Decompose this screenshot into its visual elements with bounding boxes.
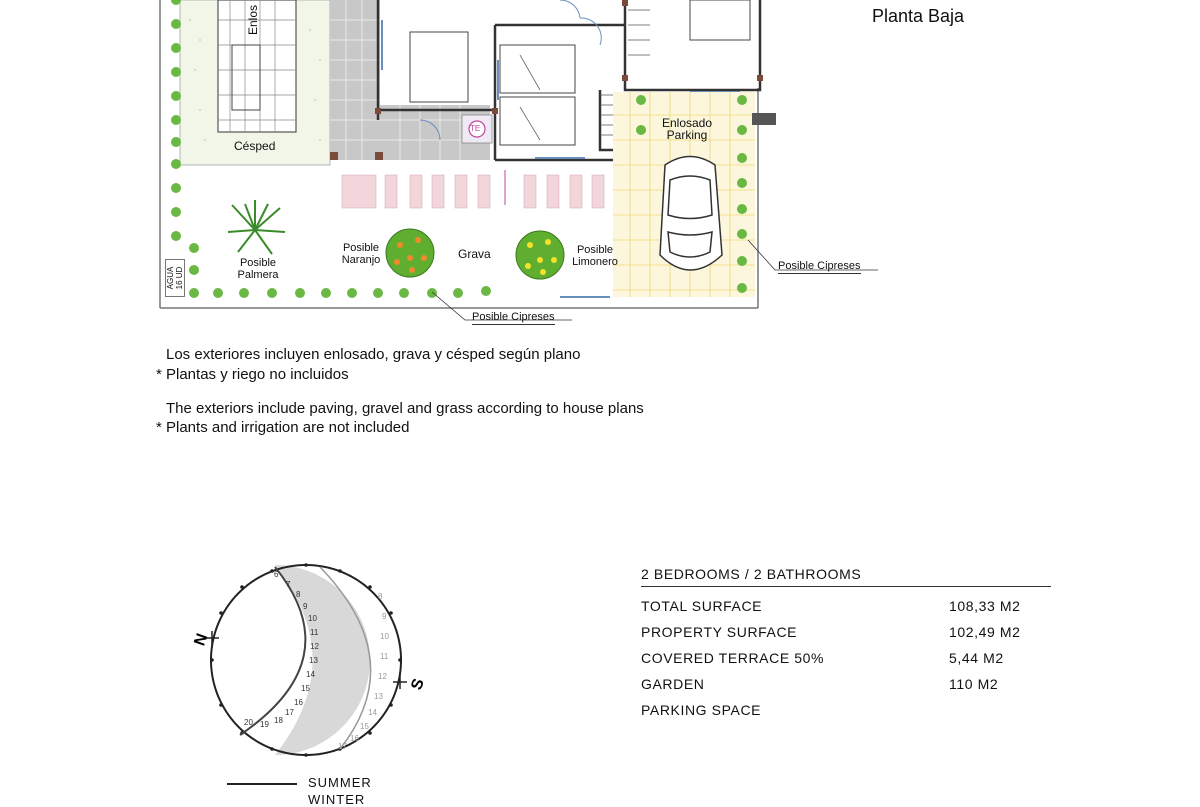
winter-hour: 13 [374,692,383,701]
north-label: N [191,631,212,649]
summer-hour: 13 [309,656,318,665]
specs-row-label: GARDEN [641,676,705,692]
floor-plan [0,0,1200,330]
note-es-line1: Los exteriores incluyen enlosado, grava y césped según plano [166,346,581,363]
winter-hour: 16 [350,734,359,743]
plan-title: Planta Baja [872,6,965,26]
specs-row-label: PROPERTY SURFACE [641,624,798,640]
specs-row-value: 5,44 M2 [949,650,1004,666]
winter-hour: 15 [360,722,369,731]
label-posible-cipreses-right: Posible Cipreses [778,260,861,272]
lemon-tree [516,231,564,279]
note-en-line1: The exteriors include paving, gravel and grass according to house plans [166,400,644,417]
car-outline [660,157,722,271]
label-grava: Grava [458,247,491,261]
winter-hour: 17 [338,742,347,751]
winter-hour: 8 [378,592,383,601]
winter-hour: 14 [368,708,377,717]
label-posible-cipreses-bottom: Posible Cipreses [472,311,555,323]
specs-heading: 2 BEDROOMS / 2 BATHROOMS [641,566,1051,587]
summer-hour: 19 [260,720,269,729]
specs-row [641,593,1051,619]
specs-row-value: 110 M2 [949,676,999,692]
specs-row-value: 102,49 M2 [949,624,1021,640]
summer-hour: 20 [244,718,253,727]
label-enlosado-top: Enlos [246,4,261,36]
summer-hour: 16 [294,698,303,707]
winter-hour: 10 [380,632,389,641]
label-te: TE [470,124,481,133]
summer-hour: 17 [285,708,294,717]
sun-diagram [180,555,440,807]
summer-hour: 12 [310,642,319,651]
specs-row-label: PARKING SPACE [641,702,762,718]
note-en-line2: * Plants and irrigation are not included [156,419,410,436]
summer-hour: 15 [301,684,310,693]
south-label: S [408,676,428,693]
specs-table [641,566,1051,723]
label-posible-naranjo: Posible Naranjo [341,242,381,266]
label-posible-limonero: Posible Limonero [572,244,618,268]
winter-hour: 12 [378,672,387,681]
summer-hour: 7 [286,580,291,589]
summer-hour: 9 [303,602,308,611]
summer-hour: 18 [274,716,283,725]
label-cesped: Césped [234,139,276,153]
summer-hour: 8 [296,590,301,599]
legend-winter-label: WINTER [308,792,366,807]
specs-row [641,645,1051,671]
summer-hour: 10 [308,614,317,623]
label-posible-palmera: Posible Palmera [237,257,279,281]
label-agua: AGUA 16 UD [165,259,185,297]
legend-summer-label: SUMMER [308,775,372,790]
specs-row [641,697,1051,723]
specs-row [641,619,1051,645]
specs-row-value: 108,33 M2 [949,598,1021,614]
specs-row [641,671,1051,697]
summer-hour: 6 [274,570,279,579]
palm-tree [228,200,285,254]
winter-hour: 11 [380,652,389,661]
specs-row-label: TOTAL SURFACE [641,598,763,614]
winter-hour: 9 [382,612,387,621]
sun-path-drawing [180,555,440,800]
label-enlosado-parking: Enlosado Parking [661,116,713,142]
specs-row-label: COVERED TERRACE 50% [641,650,825,666]
note-es-line2: * Plantas y riego no incluidos [156,366,349,383]
summer-hour: 14 [306,670,315,679]
summer-hour: 11 [310,628,319,637]
